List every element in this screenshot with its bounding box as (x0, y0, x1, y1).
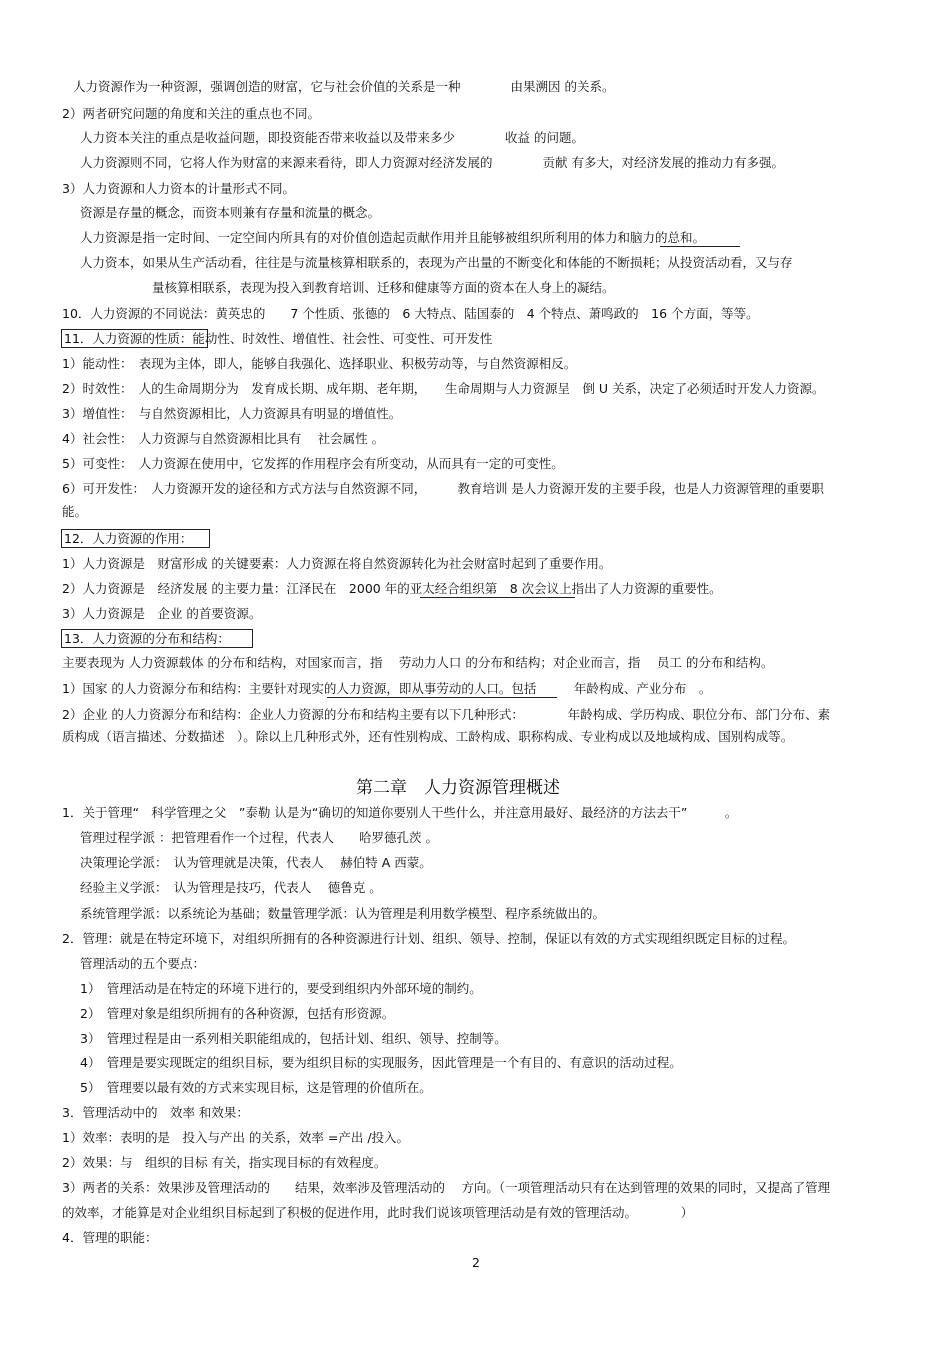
text-line: 4．管理的职能： (62, 1230, 158, 1245)
text-line: 3） 管理过程是由一系列相关职能组成的，包括计划、组织、领导、控制等。 (80, 1031, 507, 1046)
text-line: 3）人力资源是 企业 的首要资源。 (62, 606, 262, 621)
text-line: 2．管理：就是在特定环境下，对组织所拥有的各种资源进行计划、组织、领导、控制，保证以有效的方式实现组织既定目标的过程。 (62, 931, 795, 946)
text-line: 资源是存量的概念，而资本则兼有存量和流量的概念。 (80, 205, 381, 220)
text-line: 4） 管理是要实现既定的组织目标，要为组织目标的实现服务，因此管理是一个有目的、有意识的活动过程。 (80, 1055, 682, 1070)
underline (327, 697, 557, 698)
text-line: 主要表现为 人力资源载体 的分布和结构，对国家而言，指 劳动力人口 的分布和结构；对企业而言，指 员工 的分布和结构。 (62, 655, 774, 670)
text-line: 2）时效性： 人的生命周期分为 发育成长期、成年期、老年期， 生命周期与人力资源呈 倒 U 关系，决定了必须适时开发人力资源。 (62, 381, 825, 396)
page-number: 2 (472, 1255, 480, 1270)
text-line: 2）企业 的人力资源分布和结构：企业人力资源的分布和结构主要有以下几种形式： 年龄构成、学历构成、职位分布、部门分布、素 (62, 707, 831, 722)
text-line: 量核算相联系，表现为投入到教育培训、迁移和健康等方面的资本在人身上的凝结。 (152, 280, 615, 295)
text-line: 人力资源则不同，它将人作为财富的来源来看待，即人力资源对经济发展的 贡献 有多大，对经济发展的推动力有多强。 (80, 155, 784, 170)
text-line: 2）人力资源是 经济发展 的主要力量：江泽民在 2000 年的亚太经合组织第 8 次会议上指出了人力资源的重要性。 (62, 581, 722, 596)
text-line: 管理活动的五个要点： (80, 956, 206, 971)
text-line: 5） 管理要以最有效的方式来实现目标，这是管理的价值所在。 (80, 1080, 432, 1095)
chapter-title: 第二章 人力资源管理概述 (356, 778, 560, 798)
text-line: 经验主义学派： 认为管理是技巧，代表人 德鲁克 。 (80, 880, 382, 895)
text-line: 1） 管理活动是在特定的环境下进行的，要受到组织内外部环境的制约。 (80, 981, 482, 996)
text-line: 3）两者的关系：效果涉及管理活动的 结果，效率涉及管理活动的 方向。（一项管理活动只有在达到管理的效果的同时，又提高了管理 (62, 1180, 831, 1195)
text-line: 3）人力资源和人力资本的计量形式不同。 (62, 181, 295, 196)
text-line: 质构成（语言描述、分数描述 ）。除以上几种形式外，还有性别构成、工龄构成、职称构成、专业构成以及地域构成、国别构成等。 (62, 729, 794, 744)
text-line: 能。 (62, 504, 88, 519)
text-line: 人力资源作为一种资源，强调创造的财富，它与社会价值的关系是一种 由果溯因 的关系。 (73, 79, 615, 94)
text-line: 的效率，才能算是对企业组织目标起到了积极的促进作用，此时我们说该项管理活动是有效的管理活动。 ） (62, 1205, 694, 1220)
text-line: 决策理论学派： 认为管理就是决策，代表人 赫伯特 A 西蒙。 (80, 855, 432, 870)
text-line: 3．管理活动中的 效率 和效果： (62, 1105, 249, 1120)
text-line: 3）增值性： 与自然资源相比，人力资源具有明显的增值性。 (62, 406, 402, 421)
text-line: 1）国家 的人力资源分布和结构：主要针对现实的人力资源，即从事劳动的人口。包括 年龄构成、产业分布 。 (62, 681, 712, 696)
text-line: 1）人力资源是 财富形成 的关键要素：人力资源在将自然资源转化为社会财富时起到了重要作用。 (62, 556, 612, 571)
section-heading: 12．人力资源的作用： (64, 531, 193, 546)
text-line: 1．关于管理“ 科学管理之父 ”泰勒 认是为“确切的知道你要别人干些什么，并注意用最好、最经济的方法去干” 。 (62, 805, 738, 820)
text-line: 人力资本关注的重点是收益问题，即投资能否带来收益以及带来多少 收益 的问题。 (80, 130, 584, 145)
text-line: 人力资本，如果从生产活动看，往往是与流量核算相联系的，表现为产出量的不断变化和体能的不断损耗；从投资活动看，又与存 (80, 255, 793, 270)
text-line: 5）可变性： 人力资源在使用中，它发挥的作用程序会有所变动，从而具有一定的可变性。 (62, 456, 564, 471)
text-line: 2）两者研究问题的角度和关注的重点也不同。 (62, 106, 320, 121)
section-heading: 11．人力资源的性质：能动性、时效性、增值性、社会性、可变性、可开发性 (64, 331, 493, 346)
text-line: 人力资源是指一定时间、一定空间内所具有的对价值创造起贡献作用并且能够被组织所利用的体力和脑力的总和。 (80, 230, 706, 245)
text-line: 6）可开发性： 人力资源开发的途径和方式方法与自然资源不同， 教育培训 是人力资源开发的主要手段，也是人力资源管理的重要职 (62, 481, 824, 496)
underline (660, 246, 740, 247)
text-line: 10．人力资源的不同说法：黄英忠的 7 个性质、张德的 6 大特点、陆国泰的 4 个特点、萧鸣政的 16 个方面，等等。 (62, 306, 759, 321)
text-line: 2）效果：与 组织的目标 有关，指实现目标的有效程度。 (62, 1155, 387, 1170)
text-line: 4）社会性： 人力资源与自然资源相比具有 社会属性 。 (62, 431, 385, 446)
underline (420, 597, 575, 598)
text-line: 1）能动性： 表现为主体，即人，能够自我强化、选择职业、积极劳动等，与自然资源相反。 (62, 356, 577, 371)
text-line: 管理过程学派 ：把管理看作一个过程，代表人 哈罗德孔茨 。 (80, 830, 438, 845)
section-heading: 13．人力资源的分布和结构： (64, 631, 230, 646)
text-line: 系统管理学派：以系统论为基础；数量管理学派：认为管理是利用数学模型、程序系统做出的。 (80, 906, 606, 921)
text-line: 2） 管理对象是组织所拥有的各种资源，包括有形资源。 (80, 1006, 395, 1021)
text-line: 1）效率：表明的是 投入与产出 的关系，效率 =产出 /投入。 (62, 1130, 410, 1145)
